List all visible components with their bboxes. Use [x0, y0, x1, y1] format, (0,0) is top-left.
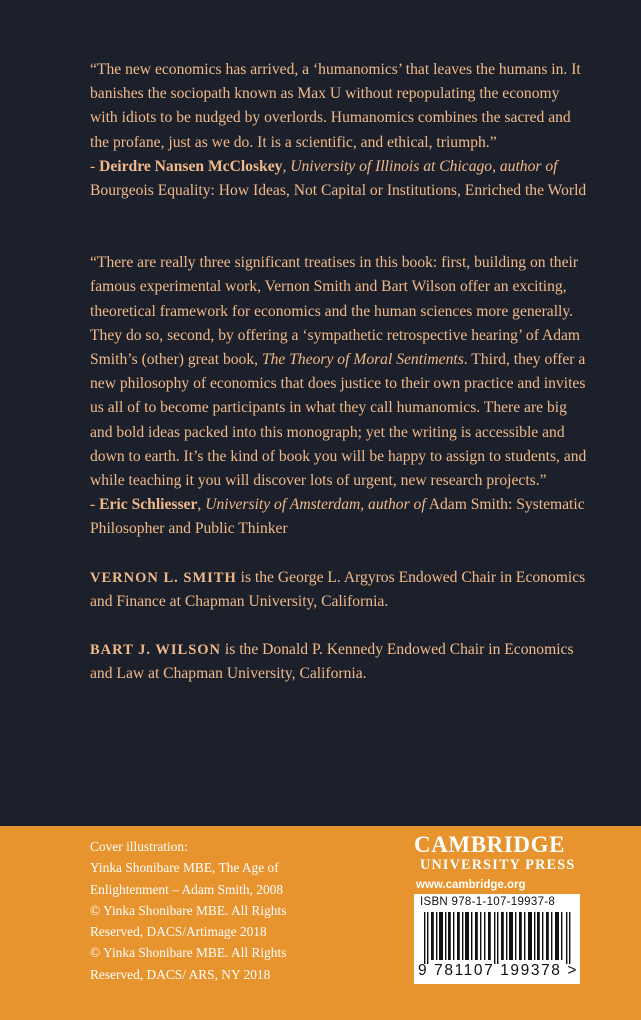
credit-line: Yinka Shonibare MBE, The Age of	[90, 860, 279, 876]
author-bio-text: is the George L. Argyros Endowed Chair in Economics and Finance at Chapman University, California.	[90, 568, 586, 610]
credit-line: Cover illustration:	[90, 839, 188, 854]
barcode-number: 9 781107 199378 >	[418, 962, 579, 979]
quote-author: Eric Schliesser	[99, 496, 198, 514]
quote-text-b: . Third, they offer a new philosophy of economics that does justice to their own practice and invites us all of to become participants in what they call humanomics. There are big and bold ideas packed into this monograph; yet the writing is accessible and down to earth. It’s the kind of book you will be happy to assign to students, and while teaching it you will discover lots of urgent, new research projects.”	[90, 351, 587, 490]
publisher-band	[0, 826, 641, 1020]
quote-dash: -	[90, 496, 100, 514]
quote-text-a: “There are really three significant treatises in this book: first, building on their famous experimental work, Vernon Smith and Bart Wilson offer an exciting, theoretical framework for economics and the human sciences more generally. They do so, second, by offering a ‘sympathetic retrospective hearing’ of Adam Smith’s (other) great book,	[90, 254, 581, 369]
quote-author: Deirdre Nansen McCloskey	[99, 157, 283, 175]
quote-dash: -	[90, 157, 100, 175]
endorsement-schliesser	[90, 251, 590, 541]
quote-work: Adam Smith: Systematic Philosopher and Public Thinker	[90, 496, 585, 538]
endorsement-mccloskey	[90, 58, 590, 203]
quote-book-title: The Theory of Moral Sentiments	[261, 351, 464, 369]
quote-text: “The new economics has arrived, a ‘humanomics’ that leaves the humans in. It banishes the sociopath known as Max U without repopulating the economy with idiots to be nudged by overlords. Humanomics combines the sacred and the profane, just as we do. It is a scientific, and ethical, triumph.”	[90, 61, 581, 151]
publisher-logo	[414, 832, 584, 891]
author-bio-wilson	[90, 638, 590, 686]
publisher-url: www.cambridge.org	[416, 879, 526, 891]
barcode-bars-icon	[422, 912, 574, 964]
cover-text	[90, 58, 590, 686]
credit-line: Reserved, DACS/ ARS, NY 2018	[90, 966, 271, 982]
author-bio-smith	[90, 566, 590, 614]
author-name: BART J. WILSON	[90, 642, 222, 659]
publisher-subtitle: UNIVERSITY PRESS	[420, 857, 576, 873]
author-name: VERNON L. SMITH	[90, 569, 237, 586]
author-bio-text: is the Donald P. Kennedy Endowed Chair in Economics and Law at Chapman University, California.	[90, 641, 574, 683]
credit-line: © Yinka Shonibare MBE. All Rights	[90, 902, 287, 918]
quote-work: Bourgeois Equality: How Ideas, Not Capital or Institutions, Enriched the World	[90, 182, 587, 200]
quote-affiliation: , University of Illinois at Chicago, author of	[282, 157, 558, 175]
credit-line: © Yinka Shonibare MBE. All Rights	[90, 945, 287, 961]
publisher-name: CAMBRIDGE	[414, 832, 566, 857]
credit-line: Reserved, DACS/Artimage 2018	[90, 924, 267, 940]
barcode	[414, 894, 580, 984]
isbn-label: ISBN 978-1-107-19937-8	[420, 896, 556, 908]
quote-affiliation: , University of Amsterdam, author of	[197, 496, 426, 514]
credit-line: Enlightenment – Adam Smith, 2008	[90, 881, 284, 897]
cover-credits	[90, 836, 330, 985]
